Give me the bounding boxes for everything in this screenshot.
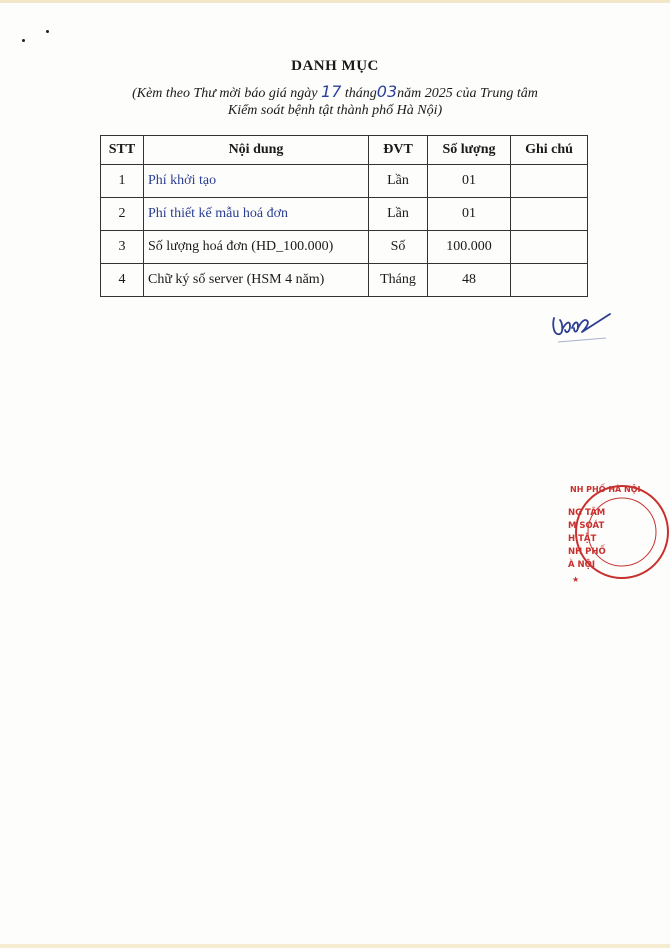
signature-icon [548,308,618,350]
header-stt: STT [101,136,144,165]
cell-content: Chữ ký số server (HSM 4 năm) [144,264,369,297]
handwritten-day: 17 [321,82,342,101]
cell-stt: 4 [101,264,144,297]
stamp-line: H TẬT [568,534,597,544]
table-row [101,198,588,231]
table-row [101,165,588,198]
cell-note [511,165,588,198]
items-table [100,135,588,297]
stamp-line: À NỘI [568,560,596,570]
cell-content: Số lượng hoá đơn (HD_100.000) [144,231,369,264]
cell-note [511,231,588,264]
cell-unit: Lần [369,165,428,198]
stamp-icon [548,482,670,594]
cell-unit: Số [369,231,428,264]
scan-edge-bottom [0,944,670,948]
document-subtitle-line2: Kiểm soát bệnh tật thành phố Hà Nội) [227,103,443,118]
cell-quantity: 48 [428,264,511,297]
subtitle-text-3: năm 2025 của Trung tâm [397,86,538,101]
stamp-line: NH PHỐ [568,547,606,557]
header-note: Ghi chú [511,136,588,165]
cell-note [511,198,588,231]
cell-stt: 1 [101,165,144,198]
table-header-row [101,136,588,165]
header-content: Nội dung [144,136,369,165]
cell-stt: 3 [101,231,144,264]
cell-quantity: 01 [428,198,511,231]
scan-speck [22,39,25,42]
cell-unit: Lần [369,198,428,231]
subtitle-text-2: tháng [344,86,377,101]
document-subtitle-line1 [0,82,670,102]
stamp-ring-text: NH PHỐ HÀ NỘI [570,485,641,494]
scan-edge-top [0,0,670,3]
cell-stt: 2 [101,198,144,231]
stamp-star-icon: ★ [572,575,580,584]
cell-quantity: 01 [428,165,511,198]
table-row [101,231,588,264]
official-stamp [548,482,670,599]
header-quantity: Số lượng [428,136,511,165]
cell-unit: Tháng [369,264,428,297]
document-title: DANH MỤC [291,58,379,74]
subtitle-text-1: (Kèm theo Thư mời báo giá ngày [132,86,318,101]
table-row [101,264,588,297]
cell-quantity: 100.000 [428,231,511,264]
handwritten-month: 03 [376,82,398,101]
stamp-line: M SOÁT [568,521,605,531]
cell-content: Phí khởi tạo [144,165,369,198]
cell-note [511,264,588,297]
header-unit: ĐVT [369,136,428,165]
cell-content: Phí thiết kế mẫu hoá đơn [144,198,369,231]
scan-speck [46,30,49,33]
handwritten-signature [548,308,618,355]
stamp-line: NG TÂM [568,508,606,518]
